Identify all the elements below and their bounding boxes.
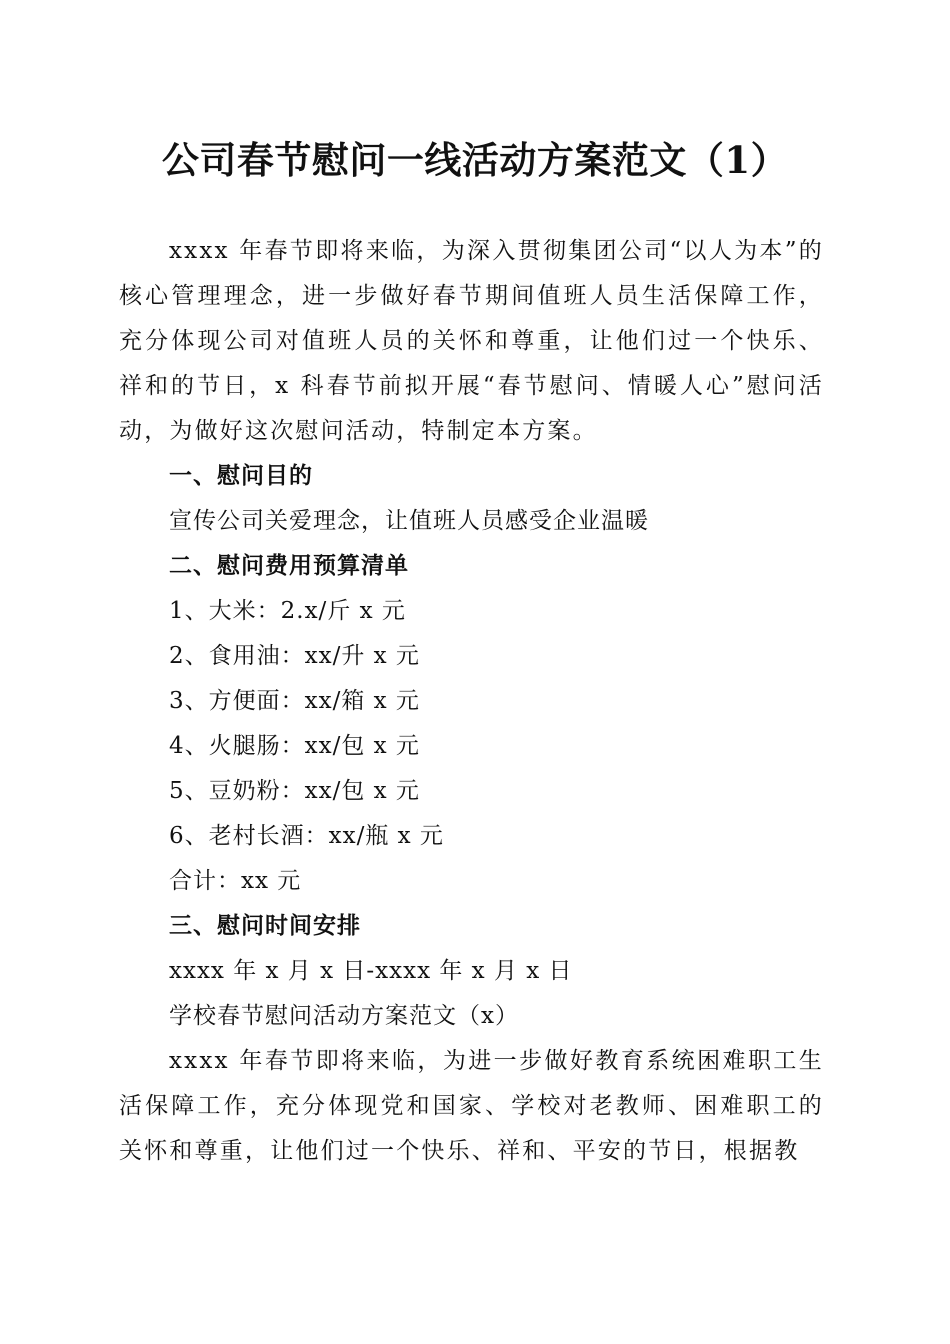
section-heading-budget: 二、慰问费用预算清单 — [169, 553, 409, 579]
document-body — [119, 229, 824, 1174]
document-title: 公司春节慰问一线活动方案范文（1） — [161, 138, 789, 182]
closing-paragraph: xxxx 年春节即将来临，为进一步做好教育系统困难职工生活保障工作，充分体现党和国家、学校对老教师、困难职工的关怀和尊重，让他们过一个快乐、祥和、平安的节日，根据教 — [119, 1048, 824, 1164]
section-heading-purpose: 一、慰问目的 — [169, 463, 313, 489]
budget-item: 2、食用油：xx/升 x 元 — [169, 643, 420, 669]
budget-item: 1、大米：2.x/斤 x 元 — [169, 598, 406, 624]
section-heading-schedule: 三、慰问时间安排 — [169, 913, 361, 939]
schedule-text: xxxx 年 x 月 x 日-xxxx 年 x 月 x 日 — [169, 958, 573, 984]
budget-total: 合计：xx 元 — [169, 868, 302, 894]
budget-item: 6、老村长酒：xx/瓶 x 元 — [169, 823, 444, 849]
intro-paragraph: xxxx 年春节即将来临，为深入贯彻集团公司“以人为本”的核心管理理念，进一步做好春节期间值班人员生活保障工作，充分体现公司对值班人员的关怀和尊重，让他们过一个快乐、祥和的节日，x 科春节前拟开展“春节慰问、情暖人心”慰问活动，为做好这次慰问活动，特制定本方案。 — [119, 238, 824, 444]
purpose-text: 宣传公司关爱理念，让值班人员感受企业温暖 — [169, 508, 649, 534]
budget-item: 4、火腿肠：xx/包 x 元 — [169, 733, 420, 759]
budget-item: 3、方便面：xx/箱 x 元 — [169, 688, 420, 714]
subtitle-line: 学校春节慰问活动方案范文（x） — [169, 1003, 519, 1029]
budget-item: 5、豆奶粉：xx/包 x 元 — [169, 778, 420, 804]
